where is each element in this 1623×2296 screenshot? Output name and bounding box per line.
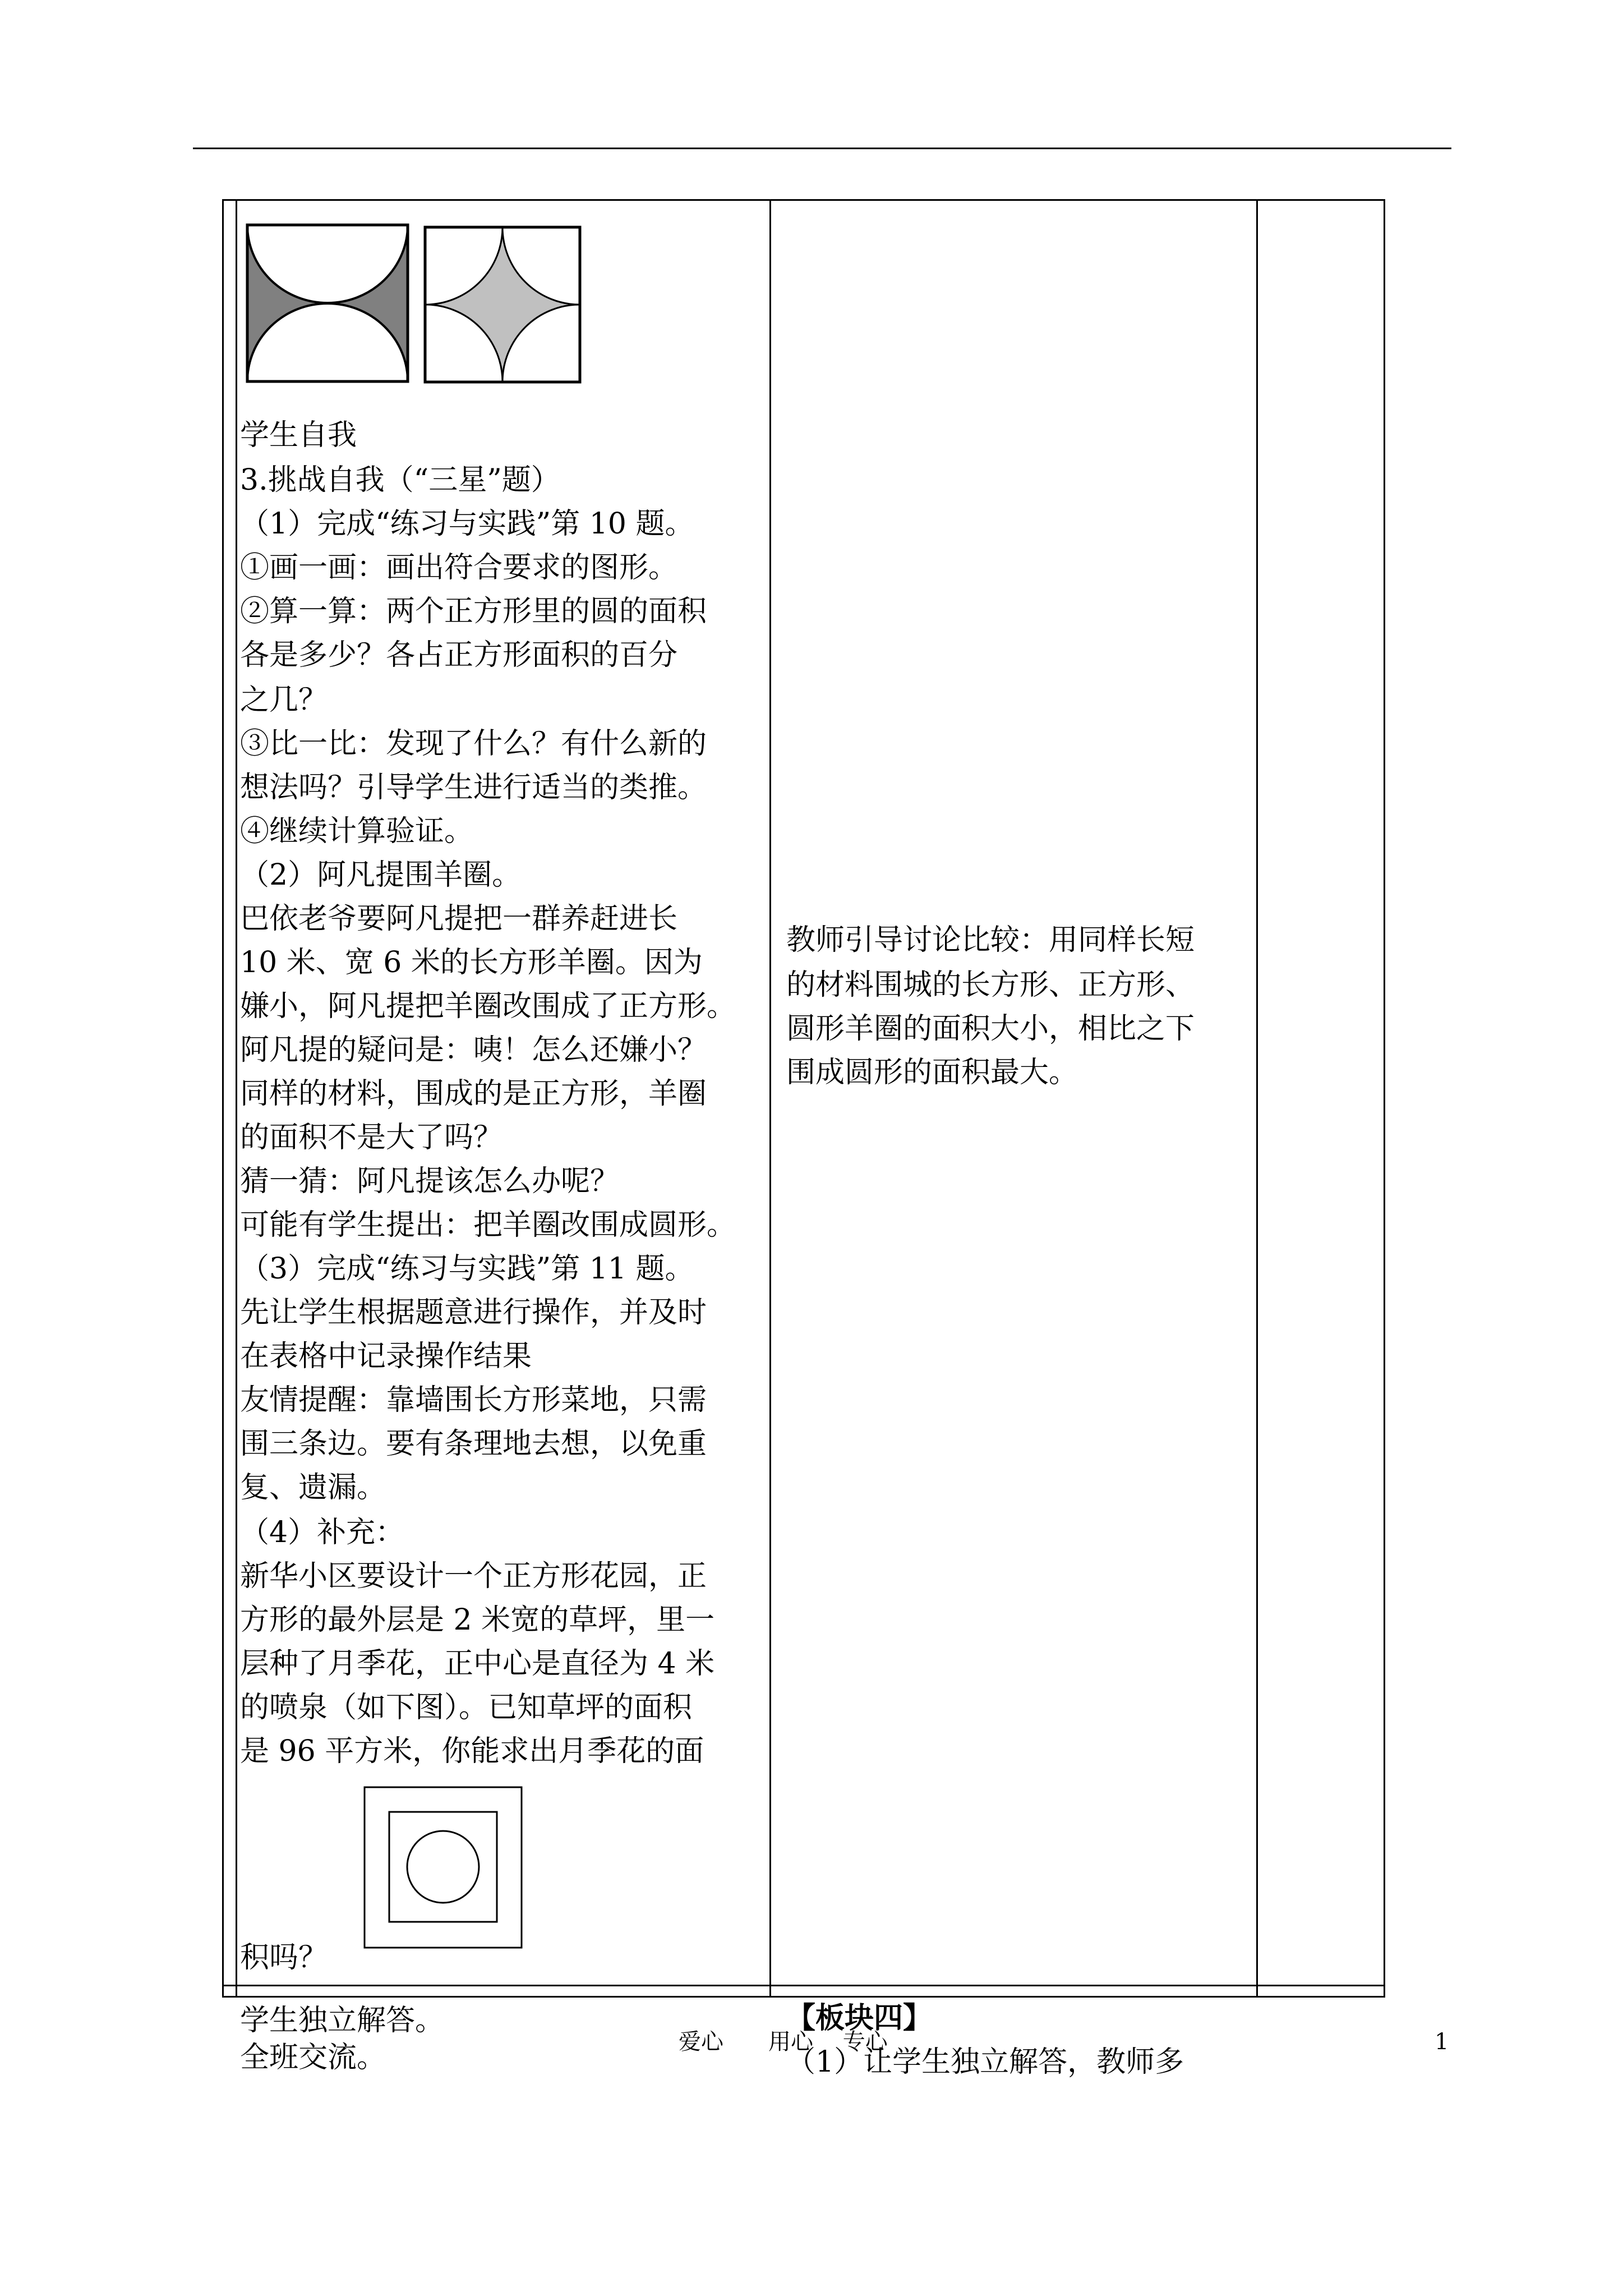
left-column-line: 学生自我 [240, 418, 357, 452]
footer-motto: 爱心 用心 专心 [679, 2029, 888, 2055]
question-end-line: 积吗？ [240, 1941, 328, 1975]
table-inner-border-bottom [222, 1985, 1385, 1986]
left-column-line: 阿凡提的疑问是：咦！怎么还嫌小？ [240, 1033, 707, 1067]
left-column-line: ②算一算：两个正方形里的圆的面积 [240, 595, 707, 628]
left-column-line: 10 米、宽 6 米的长方形羊圈。因为 [240, 946, 703, 979]
left-column-line: （2）阿凡提围羊圈。 [240, 858, 522, 892]
table-column-divider-1 [769, 199, 771, 1998]
left-column-line: 嫌小，阿凡提把羊圈改围成了正方形。 [240, 990, 736, 1023]
section-title: 【板块四】 [786, 2001, 933, 2035]
left-column-line: （3）完成“练习与实践”第 11 题。 [240, 1252, 694, 1286]
left-column-line: 友情提醒：靠墙围长方形菜地，只需 [240, 1383, 707, 1417]
left-column-line: 复、遗漏。 [240, 1471, 386, 1504]
discussion-line-3: 圆形羊圈的面积大小，相比之下 [786, 1012, 1195, 1046]
left-column-line: 方形的最外层是 2 米宽的草坪，里一 [240, 1603, 715, 1637]
left-column-line: 同样的材料，围成的是正方形，羊圈 [240, 1077, 707, 1111]
left-column-line: 新华小区要设计一个正方形花园，正 [240, 1559, 707, 1593]
closing-line-1: 学生独立解答。 [240, 2004, 445, 2037]
left-column-line: 层种了月季花，正中心是直径为 4 米 [240, 1647, 715, 1681]
left-column-line: 围三条边。要有条理地去想，以免重 [240, 1427, 707, 1461]
left-column-line: 先让学生根据题意进行操作，并及时 [240, 1296, 707, 1329]
left-column-line: 可能有学生提出：把羊圈改围成圆形。 [240, 1208, 736, 1242]
left-column-line: ③比一比：发现了什么？有什么新的 [240, 727, 707, 761]
left-column-line: 在表格中记录操作结果 [240, 1340, 532, 1373]
left-column-line: 想法吗？引导学生进行适当的类推。 [240, 771, 707, 804]
left-column-line: 的喷泉（如下图）。已知草坪的面积 [240, 1691, 693, 1724]
table-column-divider-2 [1256, 199, 1258, 1998]
garden-figure [363, 1786, 523, 1949]
left-column-line: ①画一画：画出符合要求的图形。 [240, 551, 678, 585]
square-quarter-circles-figure [423, 226, 582, 384]
left-column-line: 是 96 平方米，你能求出月季花的面 [240, 1734, 704, 1768]
left-column-line: 猜一猜：阿凡提该怎么办呢？ [240, 1165, 620, 1198]
discussion-line-2: 的材料围城的长方形、正方形、 [786, 968, 1195, 1002]
left-column-line: 各是多少？各占正方形面积的百分 [240, 638, 678, 672]
discussion-line-1: 教师引导讨论比较：用同样长短 [786, 923, 1195, 957]
left-column-line: 之几？ [240, 683, 328, 717]
left-column-line: ④继续计算验证。 [240, 815, 474, 848]
page-number: 1 [1435, 2029, 1449, 2055]
left-column-line: 的面积不是大了吗？ [240, 1121, 503, 1154]
left-column-line: 巴依老爷要阿凡提把一群养赶进长 [240, 902, 678, 936]
square-semicircles-figure [246, 223, 409, 383]
header-rule [193, 148, 1451, 149]
table-inner-border-left [236, 199, 237, 1998]
left-column-line: （1）完成“练习与实践”第 10 题。 [240, 507, 694, 541]
closing-line-2: 全班交流。 [240, 2041, 386, 2074]
section-text: （1）让学生独立解答，教师多 [786, 2045, 1184, 2079]
left-column-line: （4）补充： [240, 1516, 405, 1549]
discussion-line-4: 围成圆形的面积最大。 [786, 1056, 1078, 1089]
left-column-line: 3.挑战自我（“三星”题） [240, 463, 560, 497]
